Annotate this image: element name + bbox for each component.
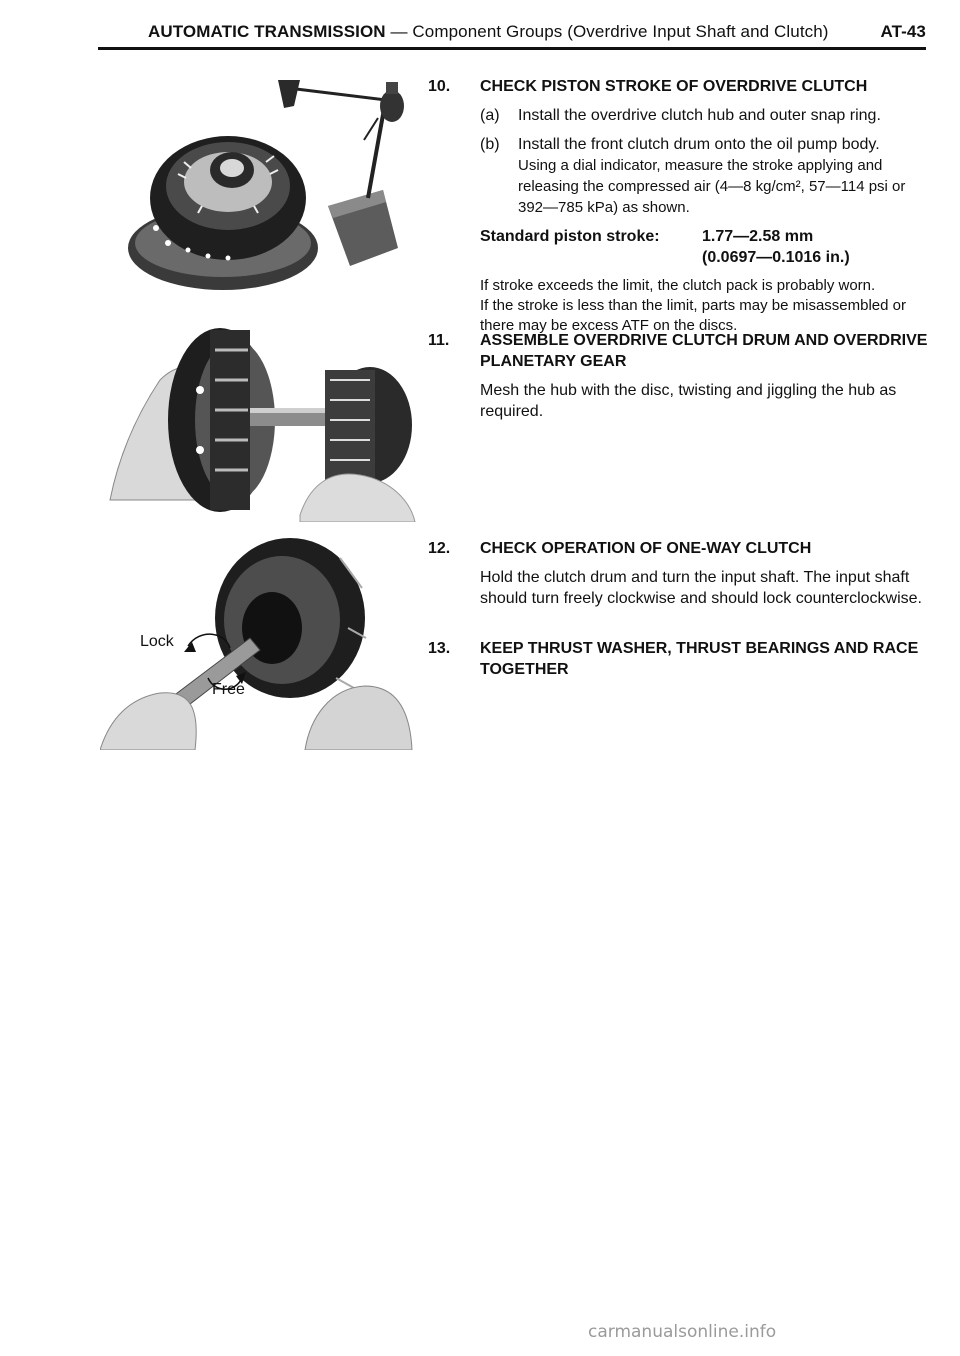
lock-label: Lock xyxy=(140,633,174,650)
figure-assemble-drum-gear xyxy=(100,300,420,522)
limit-note xyxy=(480,276,928,336)
spec-piston-stroke xyxy=(480,226,928,268)
drum-gear-illustration xyxy=(100,300,420,522)
figure-one-way-clutch xyxy=(100,528,420,750)
section-text: Hold the clutch drum and turn the input shaft. The input shaft should turn freely clockwise and should lock counterclockwise. xyxy=(480,569,922,607)
section-13 xyxy=(428,638,928,680)
step-text: Install the overdrive clutch hub and outer snap ring. xyxy=(518,107,881,124)
figure-dial-indicator xyxy=(128,78,428,298)
section-title: KEEP THRUST WASHER, THRUST BEARINGS AND RACE TOGETHER xyxy=(480,640,919,678)
section-title: CHECK PISTON STROKE OF OVERDRIVE CLUTCH xyxy=(480,78,868,95)
section-10 xyxy=(428,76,928,336)
section-11-heading xyxy=(428,330,928,372)
section-number: 10. xyxy=(428,78,451,95)
section-12-heading xyxy=(428,538,928,559)
section-title: CHECK OPERATION OF ONE-WAY CLUTCH xyxy=(480,540,812,557)
spec-value-mm: 1.77—2.58 mm xyxy=(702,228,814,245)
section-number: 11. xyxy=(428,332,450,349)
header-title-rest: — Component Groups (Overdrive Input Shaft and Clutch) xyxy=(385,22,829,41)
limit-text: If stroke exceeds the limit, the clutch pack is probably worn. xyxy=(480,277,876,294)
page-number: AT-43 xyxy=(880,22,926,41)
step-b-body xyxy=(518,134,928,218)
section-number: 12. xyxy=(428,540,451,557)
step-b xyxy=(480,134,928,218)
step-a xyxy=(480,105,928,126)
section-11 xyxy=(428,330,928,422)
section-12 xyxy=(428,538,928,609)
spec-values xyxy=(702,226,928,268)
free-label: Free xyxy=(212,681,245,698)
header-title-bold: AUTOMATIC TRANSMISSION xyxy=(148,22,386,41)
section-number: 13. xyxy=(428,640,451,657)
step-label: (b) xyxy=(480,136,500,153)
section-10-heading xyxy=(428,76,928,97)
section-title: ASSEMBLE OVERDRIVE CLUTCH DRUM AND OVERDRIVE PLANETARY GEAR xyxy=(480,332,928,370)
spec-label: Standard piston stroke: xyxy=(480,228,660,245)
step-note: Using a dial indicator, measure the stroke applying and releasing the compressed air (4—8 kg/cm², 57—114 psi or 392—785 kPa) as shown. xyxy=(518,157,906,216)
section-13-heading xyxy=(428,638,928,680)
one-way-clutch-illustration xyxy=(100,528,420,750)
spec-value-in: (0.0697—0.1016 in.) xyxy=(702,249,850,266)
page-header xyxy=(148,22,926,42)
section-text: Mesh the hub with the disc, twisting and jiggling the hub as required. xyxy=(480,382,897,420)
step-text: Install the front clutch drum onto the oil pump body. xyxy=(518,136,880,153)
dial-indicator-illustration xyxy=(128,78,428,298)
step-label: (a) xyxy=(480,107,500,124)
limit-text-2: If the stroke is less than the limit, parts may be misassembled or there may be excess ATF on the discs. xyxy=(480,297,906,334)
header-rule xyxy=(98,47,926,50)
watermark: carmanualsonline.info xyxy=(588,1322,777,1342)
